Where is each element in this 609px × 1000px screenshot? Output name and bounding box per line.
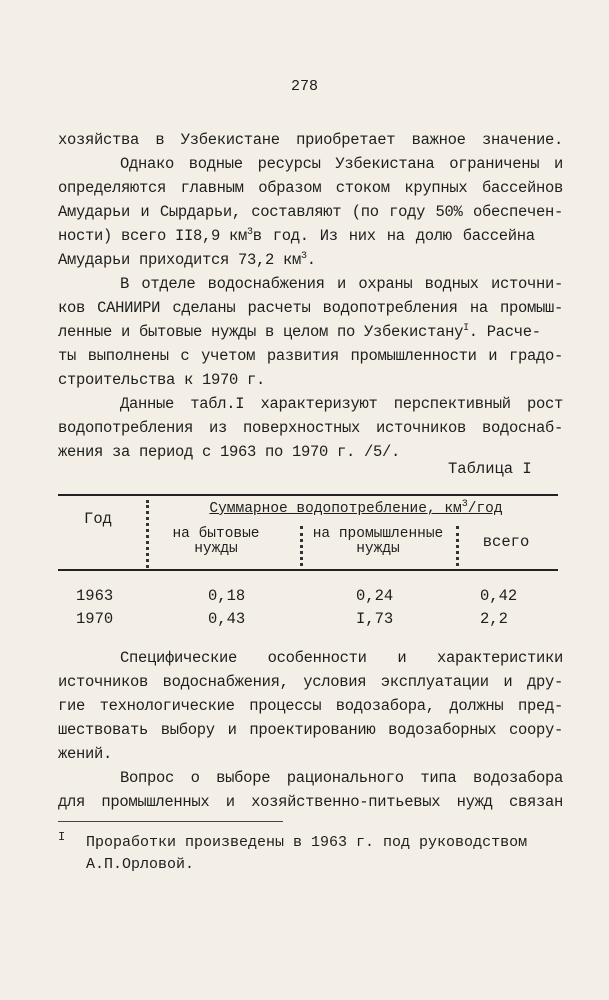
text-segment: ленные и бытовые нужды в целом по Узбекистану [58, 323, 464, 341]
table-top-rule [58, 494, 558, 496]
superscript: 3 [461, 499, 468, 511]
cell-industrial: I,73 [356, 610, 394, 628]
text-line: ков САНИИРИ сделаны расчеты водопотребления на промыш- [58, 299, 563, 317]
text-line: Вопрос о выборе рационального типа водозабора [120, 769, 563, 787]
table-caption: Таблица I [448, 460, 532, 478]
superscript: 3 [301, 250, 307, 262]
text-line: строительства к 1970 г. [58, 371, 266, 389]
text-line: жения за период с 1963 по 1970 г. /5/. [58, 443, 401, 461]
footnote-ref: I [463, 322, 469, 334]
header-group-tail: /год [467, 501, 503, 517]
text-line: ты выполнены с учетом развития промышленности и градо- [58, 347, 563, 365]
text-line: Амударьи и Сырдарьи, составляют (по году 50% обеспечен- [58, 203, 563, 221]
header-total: всего [482, 533, 530, 551]
text-segment: ности) всего II8,9 км [58, 227, 248, 245]
text-line: гие технологические процессы водозабора, должны пред- [58, 697, 563, 715]
cell-year: 1970 [76, 610, 114, 628]
cell-total: 0,42 [480, 587, 518, 605]
cell-domestic: 0,18 [208, 587, 246, 605]
text-line: Специфические особенности и характеристики [120, 649, 563, 667]
column-separator [300, 526, 303, 566]
page-number: 278 [290, 78, 318, 95]
cell-domestic: 0,43 [208, 610, 246, 628]
footnote-line: Проработки произведены в 1963 г. под руководством [86, 834, 528, 851]
text-line: В отделе водоснабжения и охраны водных источни- [120, 275, 563, 293]
text-line: шествовать выбору и проектированию водозаборных соору- [58, 721, 563, 739]
text-line: Амударьи приходится 73,2 $км^3$. [58, 250, 316, 269]
text-line [58, 224, 563, 248]
text-segment: Амударьи приходится 73,2 км [58, 251, 302, 269]
text-line: жений. [58, 745, 113, 763]
header-group [156, 499, 556, 517]
column-separator [146, 500, 149, 568]
superscript: 3 [247, 226, 253, 238]
footnote-rule [58, 821, 283, 822]
cell-year: 1963 [76, 587, 114, 605]
header-industrial: на промышленные нужды [312, 526, 444, 557]
text-segment: . Расче- [468, 323, 541, 341]
column-separator [456, 526, 459, 566]
table-header-rule [58, 569, 558, 571]
footnote-line: А.П.Орловой. [86, 856, 195, 873]
header-domestic: на бытовые нужды [172, 526, 260, 557]
header-group-text: Суммарное водопотребление, км [209, 501, 462, 517]
text-line: Однако водные ресурсы Узбекистана ограничены и [120, 155, 563, 173]
text-line: определяются главным образом стоком крупных бассейнов [58, 179, 563, 197]
cell-total: 2,2 [480, 610, 508, 628]
footnote-marker: I [58, 830, 66, 844]
text-segment: в год. Из них на долю бассейна [252, 227, 535, 245]
text-line: источников водоснабжения, условия эксплуатации и дру- [58, 673, 563, 691]
text-line: водопотребления из поверхностных источников водоснаб- [58, 419, 563, 437]
text-line: хозяйства в Узбекистане приобретает важное значение. [58, 131, 563, 149]
text-line: для промышленных и хозяйственно-питьевых нужд связан [58, 793, 563, 811]
text-line: Данные табл.I характеризуют перспективный рост [120, 395, 563, 413]
text-line [58, 320, 563, 344]
cell-industrial: 0,24 [356, 587, 394, 605]
header-year: Год [84, 510, 112, 528]
